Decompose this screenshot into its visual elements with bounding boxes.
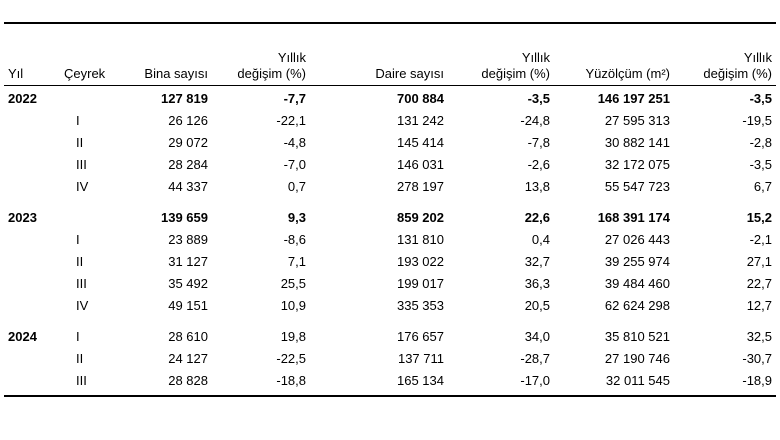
table-row (4, 132, 776, 154)
cell-bina-sayisi: 139 659 (161, 210, 208, 225)
cell-yuzolcum: 62 624 298 (604, 298, 670, 313)
table-row (4, 110, 776, 132)
cell-yuzolcum-change: 32,5 (746, 329, 772, 344)
cell-daire-sayisi: 131 242 (397, 113, 444, 128)
cell-bina-sayisi: 26 126 (168, 113, 208, 128)
cell-bina-sayisi: 31 127 (168, 254, 208, 269)
cell-bina-sayisi: 28 610 (168, 329, 208, 344)
table-row (4, 348, 776, 370)
cell-bina-change: -8,6 (283, 232, 306, 247)
cell-yil: 2023 (8, 210, 37, 225)
cell-daire-change: -2,6 (527, 157, 550, 172)
cell-bina-sayisi: 49 151 (168, 298, 208, 313)
table-row (4, 273, 776, 295)
cell-yuzolcum-change: -19,5 (742, 113, 772, 128)
cell-daire-change: -28,7 (520, 351, 550, 366)
table-row (4, 88, 776, 110)
cell-ceyrek: II (76, 254, 84, 269)
cell-bina-change: -7,7 (283, 91, 306, 106)
table-row (4, 176, 776, 198)
cell-yuzolcum: 146 197 251 (597, 91, 670, 106)
cell-bina-sayisi: 23 889 (168, 232, 208, 247)
header-yuzolcum-change-line2: değişim (%) (703, 66, 772, 81)
cell-yuzolcum-change: -18,9 (742, 373, 772, 388)
table-row (4, 326, 776, 348)
cell-yuzolcum: 27 026 443 (604, 232, 670, 247)
cell-bina-sayisi: 44 337 (168, 179, 208, 194)
cell-yuzolcum-change: 6,7 (753, 179, 772, 194)
cell-daire-sayisi: 146 031 (397, 157, 444, 172)
cell-daire-change: 32,7 (524, 254, 550, 269)
cell-bina-change: -22,1 (276, 113, 306, 128)
cell-ceyrek: I (76, 329, 80, 344)
cell-daire-change: -17,0 (520, 373, 550, 388)
cell-daire-change: 36,3 (524, 276, 550, 291)
table-row (4, 207, 776, 229)
header-yuzolcum: Yüzölçüm (m²) (585, 66, 670, 81)
cell-daire-sayisi: 165 134 (397, 373, 444, 388)
table-row (4, 154, 776, 176)
cell-daire-change: -24,8 (520, 113, 550, 128)
cell-daire-sayisi: 131 810 (397, 232, 444, 247)
cell-ceyrek: II (76, 135, 84, 150)
cell-yuzolcum-change: -3,5 (749, 157, 772, 172)
cell-bina-sayisi: 28 828 (168, 373, 208, 388)
cell-daire-sayisi: 278 197 (397, 179, 444, 194)
cell-daire-change: 0,4 (531, 232, 550, 247)
header-daire-change-line1: Yıllık (521, 50, 550, 65)
cell-yuzolcum: 35 810 521 (604, 329, 670, 344)
cell-bina-change: 25,5 (280, 276, 306, 291)
cell-daire-sayisi: 335 353 (397, 298, 444, 313)
cell-daire-sayisi: 700 884 (397, 91, 444, 106)
table-row (4, 229, 776, 251)
header-bina: Bina sayısı (144, 66, 208, 81)
cell-bina-change: -18,8 (276, 373, 306, 388)
header-ceyrek: Çeyrek (64, 66, 106, 81)
cell-ceyrek: II (76, 351, 84, 366)
header-yuzolcum-change-line1: Yıllık (743, 50, 772, 65)
cell-yuzolcum: 27 595 313 (604, 113, 670, 128)
cell-bina-change: -4,8 (283, 135, 306, 150)
cell-bina-sayisi: 29 072 (168, 135, 208, 150)
cell-ceyrek: I (76, 232, 80, 247)
cell-daire-change: 22,6 (524, 210, 550, 225)
table-row (4, 370, 776, 392)
header-bina-change-line1: Yıllık (277, 50, 306, 65)
cell-daire-sayisi: 859 202 (397, 210, 444, 225)
cell-ceyrek: IV (76, 179, 89, 194)
cell-yuzolcum: 55 547 723 (604, 179, 670, 194)
cell-ceyrek: I (76, 113, 80, 128)
cell-yuzolcum: 27 190 746 (604, 351, 670, 366)
cell-daire-change: -7,8 (527, 135, 550, 150)
cell-yuzolcum: 32 011 545 (605, 373, 670, 388)
cell-yuzolcum-change: 22,7 (746, 276, 772, 291)
cell-bina-sayisi: 127 819 (161, 91, 208, 106)
cell-yuzolcum: 39 255 974 (604, 254, 670, 269)
cell-daire-change: -3,5 (527, 91, 550, 106)
cell-yuzolcum-change: -3,5 (749, 91, 772, 106)
cell-bina-change: -22,5 (276, 351, 306, 366)
header-daire: Daire sayısı (375, 66, 444, 81)
cell-yuzolcum: 168 391 174 (597, 210, 670, 225)
cell-ceyrek: IV (76, 298, 89, 313)
cell-daire-sayisi: 193 022 (397, 254, 444, 269)
header-separator-rule (4, 85, 776, 86)
cell-yuzolcum: 30 882 141 (604, 135, 670, 150)
cell-bina-sayisi: 35 492 (168, 276, 208, 291)
cell-bina-change: 10,9 (280, 298, 306, 313)
cell-bina-change: 9,3 (287, 210, 306, 225)
header-yil: Yıl (8, 66, 24, 81)
cell-bina-sayisi: 28 284 (168, 157, 208, 172)
cell-bina-change: 0,7 (287, 179, 306, 194)
cell-bina-change: 7,1 (287, 254, 306, 269)
cell-yuzolcum-change: -2,1 (749, 232, 772, 247)
cell-yuzolcum: 39 484 460 (604, 276, 670, 291)
cell-ceyrek: III (76, 373, 87, 388)
cell-yuzolcum-change: -30,7 (742, 351, 772, 366)
header-daire-change-line2: değişim (%) (481, 66, 550, 81)
cell-daire-sayisi: 137 711 (397, 351, 444, 366)
table-top-rule (4, 22, 776, 24)
cell-bina-sayisi: 24 127 (168, 351, 208, 366)
cell-daire-sayisi: 176 657 (397, 329, 444, 344)
table-bottom-rule (4, 395, 776, 397)
cell-yuzolcum-change: 15,2 (746, 210, 772, 225)
cell-yuzolcum-change: 27,1 (746, 254, 772, 269)
header-bina-change-line2: değişim (%) (237, 66, 306, 81)
cell-yuzolcum-change: -2,8 (749, 135, 772, 150)
cell-ceyrek: III (76, 276, 87, 291)
cell-daire-sayisi: 145 414 (397, 135, 444, 150)
cell-bina-change: 19,8 (280, 329, 306, 344)
cell-yil: 2022 (8, 91, 37, 106)
cell-yuzolcum: 32 172 075 (604, 157, 670, 172)
cell-daire-sayisi: 199 017 (397, 276, 444, 291)
cell-yuzolcum-change: 12,7 (746, 298, 772, 313)
cell-daire-change: 34,0 (524, 329, 550, 344)
cell-bina-change: -7,0 (283, 157, 306, 172)
cell-daire-change: 20,5 (524, 298, 550, 313)
table-row (4, 251, 776, 273)
cell-daire-change: 13,8 (524, 179, 550, 194)
cell-ceyrek: III (76, 157, 87, 172)
table-row (4, 295, 776, 317)
cell-yil: 2024 (8, 329, 37, 344)
